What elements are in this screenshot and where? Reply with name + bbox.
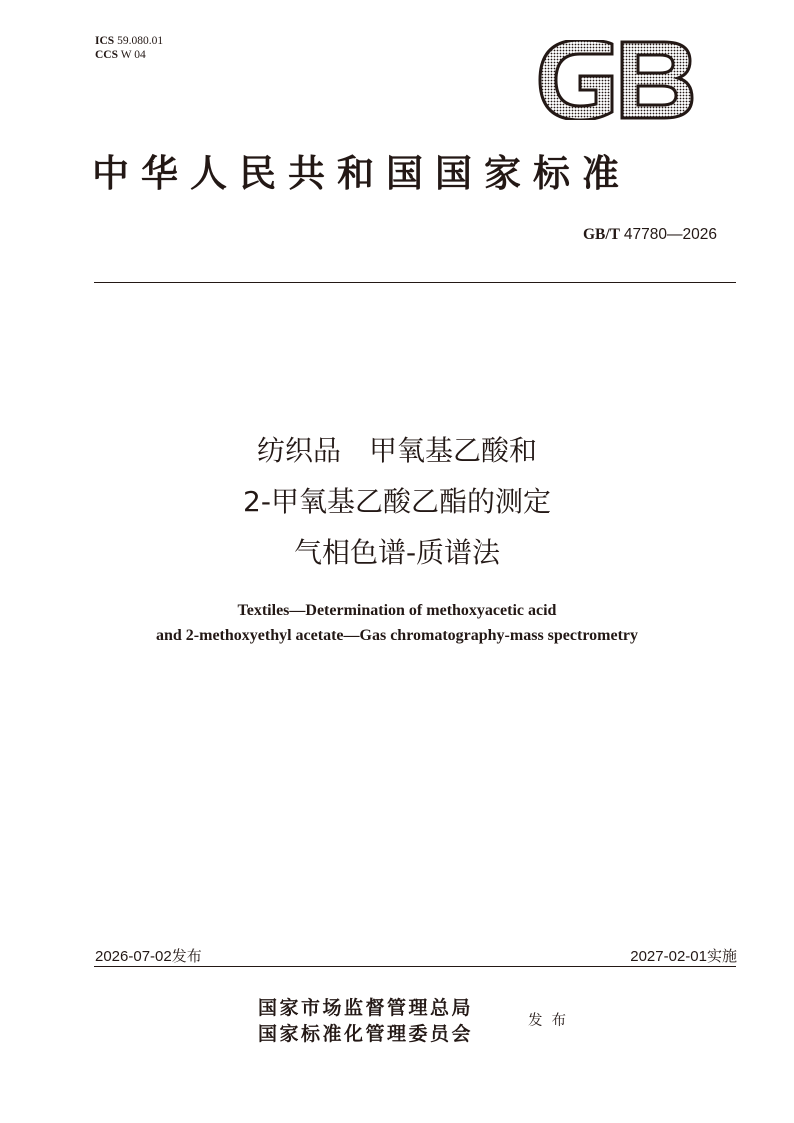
ccs-code: W 04: [120, 49, 146, 61]
issue-label: 发布: [171, 947, 202, 965]
implement-date: 2027-02-01实施: [630, 947, 737, 965]
bottom-divider: [94, 966, 736, 967]
issuer-samr: 国家市场监督管理总局: [258, 997, 474, 1019]
chinese-title-line-1: 纺织品 甲氧基乙酸和: [256, 434, 537, 467]
implement-label: 实施: [706, 947, 737, 965]
issuer-sac: 国家标准化管理委员会: [258, 1023, 474, 1045]
ics-code: 59.080.01: [117, 35, 164, 47]
issue-date: 2026-07-02发布: [95, 947, 202, 965]
gb-logo-icon: [538, 40, 694, 120]
chinese-title-line-3: 气相色谱-质谱法: [293, 536, 501, 569]
national-standard-title: 中华人民共和国国家标准: [92, 151, 631, 195]
english-title: [0, 598, 794, 648]
standard-code: 47780—2026: [623, 226, 717, 243]
classification-codes: [95, 34, 163, 62]
standard-prefix: GB/T: [582, 226, 621, 243]
chinese-title-line-2: 2-甲氧基乙酸乙酯的测定: [243, 485, 551, 518]
standard-number: [583, 226, 717, 244]
english-title-line-1: Textiles—Determination of methoxyacetic acid: [237, 602, 557, 619]
top-divider: [94, 282, 736, 283]
issue-action: 发布: [528, 1013, 575, 1029]
ics-line: ICS 59.080.01: [95, 35, 164, 47]
ccs-line: CCS W 04: [95, 49, 146, 61]
chinese-title: [0, 425, 794, 578]
issuing-organizations: [258, 995, 473, 1047]
english-title-line-2: and 2-methoxyethyl acetate—Gas chromatography-mass spectrometry: [156, 627, 638, 644]
